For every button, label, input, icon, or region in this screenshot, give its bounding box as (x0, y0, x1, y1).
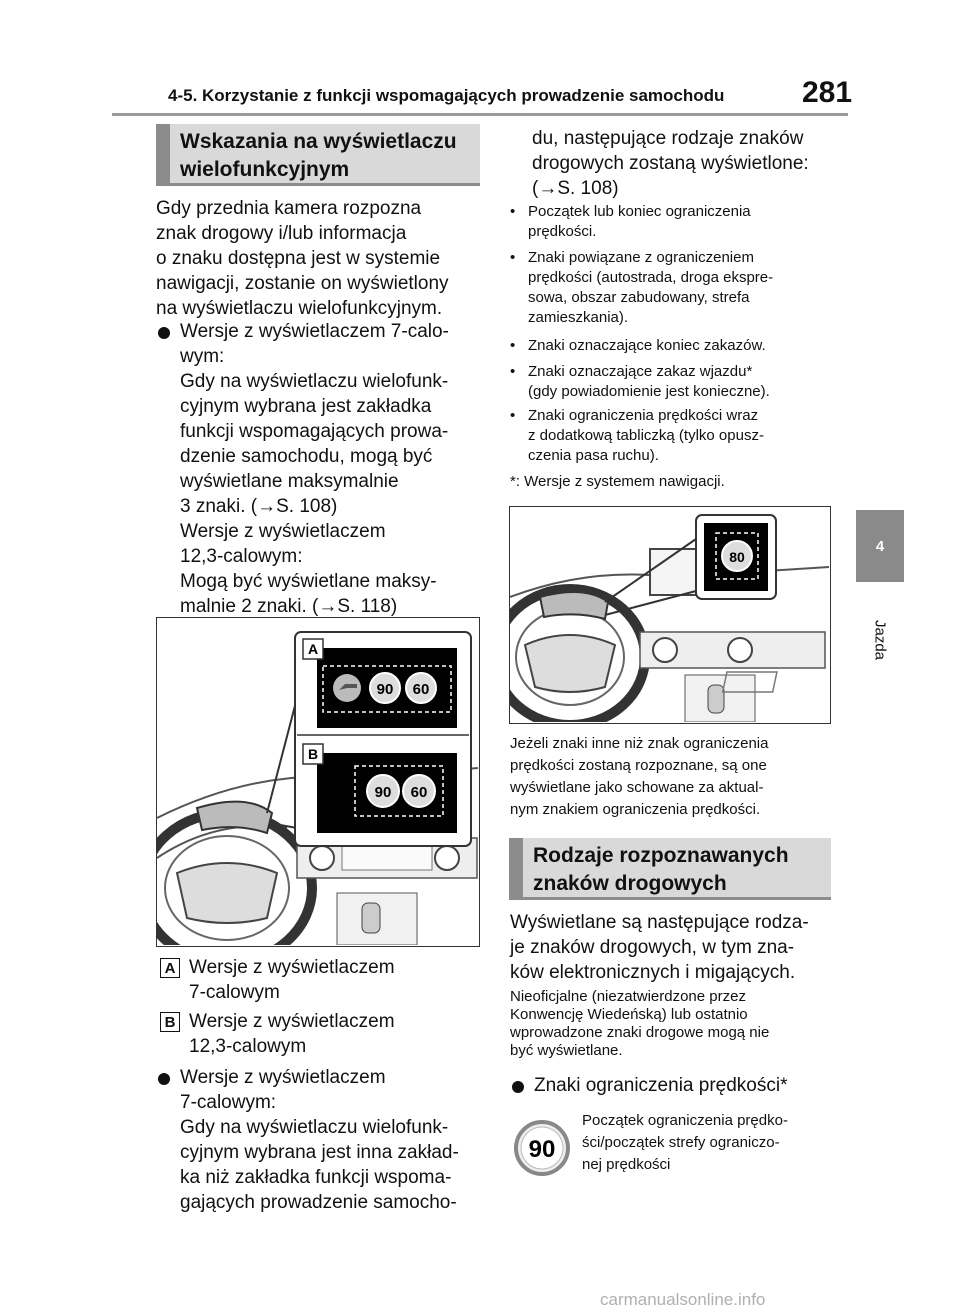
text-line: prędkości. (528, 223, 597, 240)
callout-a: A (307, 641, 319, 657)
text-line: Konwencję Wiedeńską) lub ostatnio (510, 1006, 748, 1023)
list-dot: • (510, 363, 516, 380)
heading-line: Wskazania na wyświetlaczu (180, 130, 457, 153)
text-line: du, następujące rodzaje znaków (532, 128, 804, 149)
text-line: Wersje z wyświetlaczem 7-calo- (180, 321, 449, 342)
text-line: ka niż zakładka funkcji wspoma- (180, 1167, 452, 1188)
list-item (510, 248, 838, 328)
text-line: je znaków drogowych, w tym zna- (510, 937, 795, 958)
sign-a-90: 90 (376, 681, 394, 698)
figure-caption (510, 733, 840, 821)
sign-row (510, 1110, 840, 1190)
header-rule (112, 113, 848, 116)
text-line: Wersje z wyświetlaczem (189, 957, 395, 978)
bullet-icon (512, 1081, 524, 1093)
sign-b-90: 90 (374, 784, 392, 801)
callout-b: B (307, 746, 319, 762)
chapter-tab[interactable]: 4 (856, 510, 904, 582)
list-dot: • (510, 203, 516, 220)
legend-text-a (189, 955, 479, 1005)
heading-line: wielofunkcyjnym (180, 158, 350, 181)
list-item (510, 406, 838, 466)
text-line: wym: (180, 346, 225, 367)
text-line: cyjnym wybrana jest zakładka (180, 396, 432, 417)
sign-types-paragraph (510, 910, 840, 985)
text-line: cyjnym wybrana jest inna zakład- (180, 1142, 459, 1163)
text-line: 3 znaki. (→S. 108) (180, 496, 338, 517)
text-line: Wersje z wyświetlaczem (180, 521, 386, 542)
text-line: malnie 2 znaki. (→S. 118) (180, 596, 398, 617)
text-line: Znaki ograniczenia prędkości wraz (528, 407, 759, 424)
text-line: nawigacji, zostanie on wyświetlony (156, 273, 449, 294)
text-line: prędkości (autostrada, droga ekspre- (528, 269, 774, 286)
text-line: (→S. 108) (532, 178, 619, 199)
bullet-paragraph-7inch (180, 319, 490, 619)
speed-sign-90-icon (512, 1118, 572, 1178)
legend-key-a: A (160, 958, 180, 978)
legend-key-b: B (160, 1012, 180, 1032)
text-line: Wersje z wyświetlaczem (189, 1011, 395, 1032)
chapter-tab-label: Jazda (871, 620, 889, 661)
bullet-icon (158, 1073, 170, 1085)
list-dot: • (510, 407, 516, 424)
text-line: dzenie samochodu, mogą być (180, 446, 433, 467)
legend-text-b (189, 1009, 479, 1059)
text-line: nym znakiem ograniczenia prędkości. (510, 801, 761, 818)
text-line: Początek lub koniec ograniczenia (528, 203, 751, 220)
text-line: 7-calowym: (180, 1092, 277, 1113)
section-heading-display (156, 124, 480, 186)
heading-line: Rodzaje rozpoznawanych (533, 844, 789, 867)
text-line: na wyświetlaczu wielofunkcyjnym. (156, 298, 443, 319)
text-line: Początek ograniczenia prędko- (582, 1112, 788, 1129)
sign-80: 80 (729, 549, 745, 565)
text-line: Wyświetlane są następujące rodza- (510, 912, 809, 933)
text-line: Jeżeli znaki inne niż znak ograniczenia (510, 735, 769, 752)
text-line: wyświetlane jako schowane za aktual- (510, 779, 764, 796)
text-line: Gdy na wyświetlaczu wielofunk- (180, 371, 449, 392)
text-line: Znaki oznaczające zakaz wjazdu* (528, 363, 753, 380)
text-line: Znaki oznaczające koniec zakazów. (528, 337, 766, 354)
continuation-paragraph (532, 126, 842, 201)
unofficial-signs-note (510, 988, 840, 1060)
text-line: Gdy na wyświetlaczu wielofunk- (180, 1117, 449, 1138)
list-item (510, 336, 838, 356)
dashboard-illustration-80 (510, 507, 829, 722)
text-line: zamieszkania). (528, 309, 629, 326)
text-line: Gdy przednia kamera rozpozna (156, 198, 422, 219)
text-line: wprowadzone znaki drogowe mogą nie (510, 1024, 770, 1041)
text-line: z dodatkową tabliczką (tylko opusz- (528, 427, 764, 444)
chapter-title: 4-5. Korzystanie z funkcji wspomagających prowadzenie samochodu (168, 86, 725, 105)
bullet-icon (158, 327, 170, 339)
watermark: carmanualsonline.info (600, 1290, 766, 1309)
text-line: o znaku dostępna jest w systemie (156, 248, 441, 269)
text-line: 12,3-calowym: (180, 546, 303, 567)
text-line: funkcji wspomagających prowa- (180, 421, 449, 442)
page-number: 281 (802, 76, 853, 109)
figure-dashboard-displays (156, 617, 480, 947)
list-dot: • (510, 249, 516, 266)
text-line: wyświetlane maksymalnie (180, 471, 399, 492)
list-item (510, 202, 838, 242)
text-line: Znaki powiązane z ograniczeniem (528, 249, 754, 266)
text-line: 7-calowym (189, 982, 280, 1003)
text-line: Nieoficjalne (niezatwierdzone przez (510, 988, 746, 1005)
text-line: ków elektronicznych i migających. (510, 962, 796, 983)
intro-paragraph (156, 196, 486, 321)
list-dot: • (510, 337, 516, 354)
list-item (510, 362, 838, 402)
sign-90: 90 (528, 1136, 556, 1163)
text-line: znak drogowy i/lub informacja (156, 223, 407, 244)
footnote: *: Wersje z systemem nawigacji. (510, 473, 725, 490)
heading-line: znaków drogowych (533, 872, 727, 895)
dashboard-illustration (157, 618, 478, 945)
text-line: ści/początek strefy ograniczo- (582, 1134, 780, 1151)
text-line: prędkości zostaną rozpoznane, są one (510, 757, 767, 774)
text-line: sowa, obszar zabudowany, strefa (528, 289, 750, 306)
speed-limit-bullet: Znaki ograniczenia prędkości* (534, 1075, 788, 1096)
sign-b-60: 60 (410, 784, 428, 801)
sign-a-60: 60 (412, 681, 430, 698)
figure-display-80 (509, 506, 831, 724)
text-line: drogowych zostaną wyświetlone: (532, 153, 809, 174)
text-line: Wersje z wyświetlaczem (180, 1067, 386, 1088)
sign-90-description (582, 1110, 842, 1176)
text-line: (gdy powiadomienie jest konieczne). (528, 383, 770, 400)
text-line: być wyświetlane. (510, 1042, 623, 1059)
text-line: Mogą być wyświetlane maksy- (180, 571, 437, 592)
section-heading-sign-types (509, 838, 831, 900)
bullet-paragraph-other-tab (180, 1065, 490, 1215)
page-header (0, 0, 960, 120)
text-line: 12,3-calowym (189, 1036, 307, 1057)
text-line: czenia pasa ruchu). (528, 447, 659, 464)
text-line: nej prędkości (582, 1156, 671, 1173)
text-line: gających prowadzenie samocho- (180, 1192, 457, 1213)
